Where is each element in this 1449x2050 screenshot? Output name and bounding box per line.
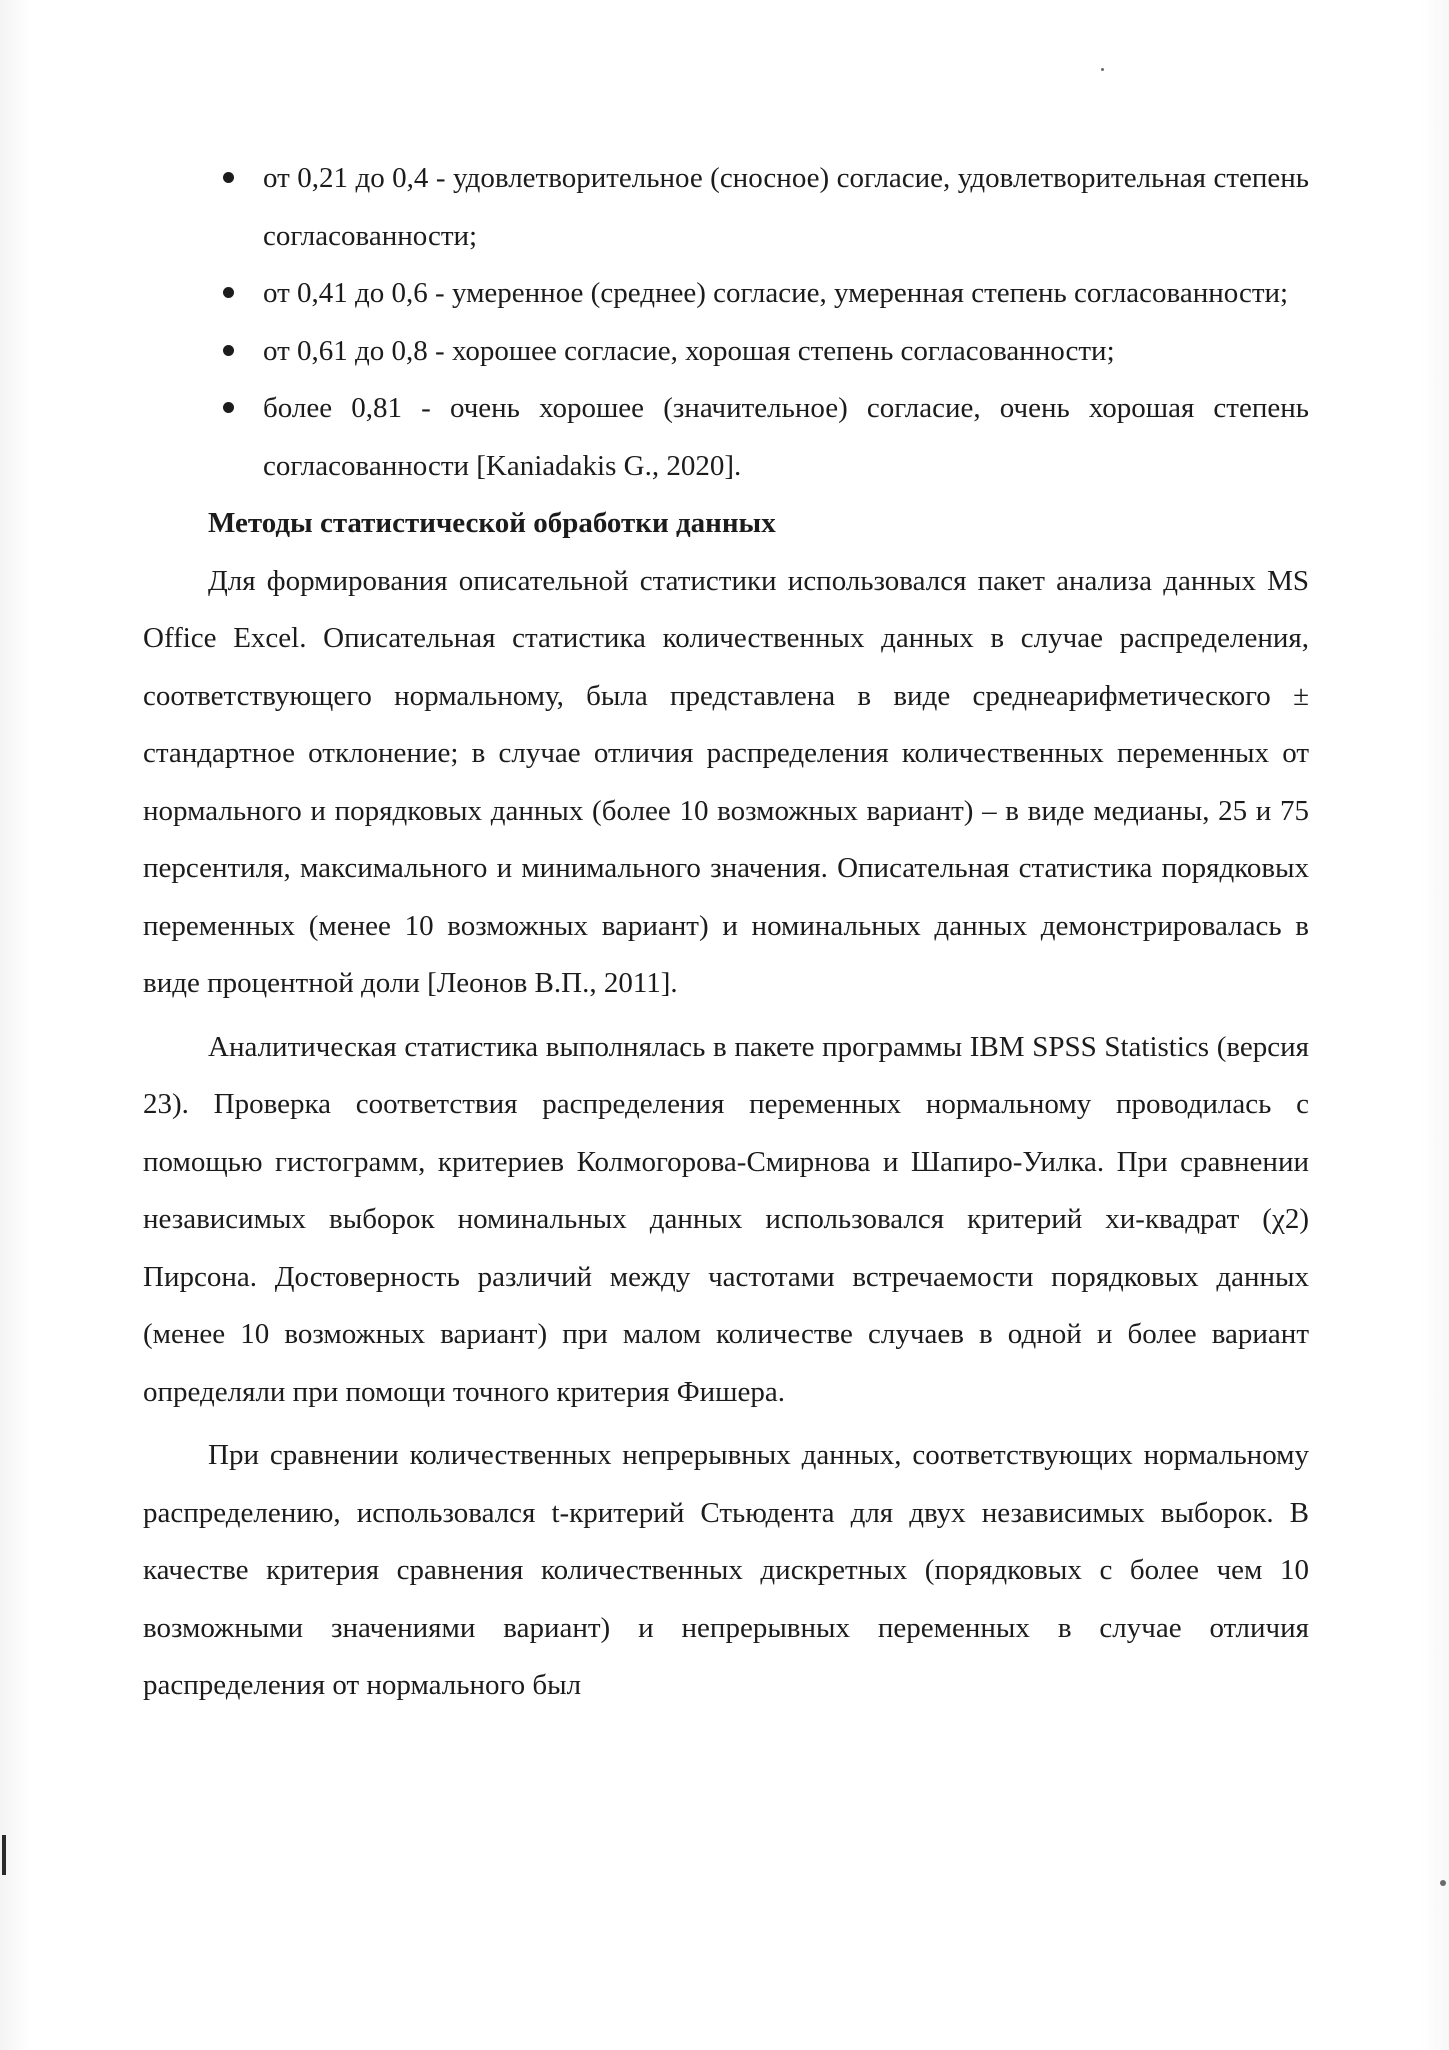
list-item-text: от 0,41 до 0,6 - умеренное (среднее) согласие, умеренная степень согласованности; [263, 277, 1289, 309]
bullet-icon [223, 402, 234, 413]
bullet-icon [223, 172, 234, 183]
list-item-text: более 0,81 - очень хорошее (значительное) согласие, очень хорошая степень согласованности [Kaniadakis G., 2020]. [263, 392, 1309, 482]
bullet-icon [223, 287, 234, 298]
scan-speck [1101, 68, 1104, 71]
document-body [143, 150, 1309, 1715]
scan-edge-mark [2, 1835, 6, 1875]
paragraph-analytic-statistics: Аналитическая статистика выполнялась в пакете программы IBM SPSS Statistics (версия 23). Проверка соответствия распределения переменных нормальному проводилась с помощью гистограмм, критериев Колмогорова-Смирнова и Шапиро-Уилка. При сравнении независимых выборок номинальных данных использовался критерий хи-квадрат (χ2) Пирсона. Достоверность различий между частотами встречаемости порядковых данных (менее 10 возможных вариант) при малом количестве случаев в одной и более вариант определяли при помощи точного критерия Фишера. [143, 1030, 1309, 1408]
list-item [143, 380, 1309, 495]
list-item [143, 323, 1309, 381]
scan-speck [1440, 1880, 1446, 1886]
list-item [143, 150, 1309, 265]
paragraph-descriptive-statistics: Для формирования описательной статистики использовался пакет анализа данных MS Office Excel. Описательная статистика количественных данных в случае распределения, соответствующего нормальному, была представлена в виде среднеарифметического ± стандартное отклонение; в случае отличия распределения количественных переменных от нормального и порядковых данных (более 10 возможных вариант) – в виде медианы, 25 и 75 персентиля, максимального и минимального значения. Описательная статистика порядковых переменных (менее 10 возможных вариант) и номинальных данных демонстрировалась в виде процентной доли [Леонов В.П., 2011]. [143, 564, 1309, 999]
bullet-icon [223, 345, 234, 356]
list-item-text: от 0,61 до 0,8 - хорошее согласие, хорошая степень согласованности; [263, 334, 1115, 367]
agreement-levels-list [143, 150, 1309, 495]
paragraph-continuous-data-comparison: При сравнении количественных непрерывных данных, соответствующих нормальному распределению, использовался t-критерий Стьюдента для двух независимых выборок. В качестве критерия сравнения количественных дискретных (порядковых с более чем 10 возможными значениями вариант) и непрерывных переменных в случае отличия распределения от нормального был [143, 1439, 1309, 1701]
list-item [143, 265, 1309, 323]
section-heading: Методы статистической обработки данных [208, 507, 776, 539]
list-item-text: от 0,21 до 0,4 - удовлетворительное (сносное) согласие, удовлетворительная степень согласованности; [263, 162, 1309, 252]
